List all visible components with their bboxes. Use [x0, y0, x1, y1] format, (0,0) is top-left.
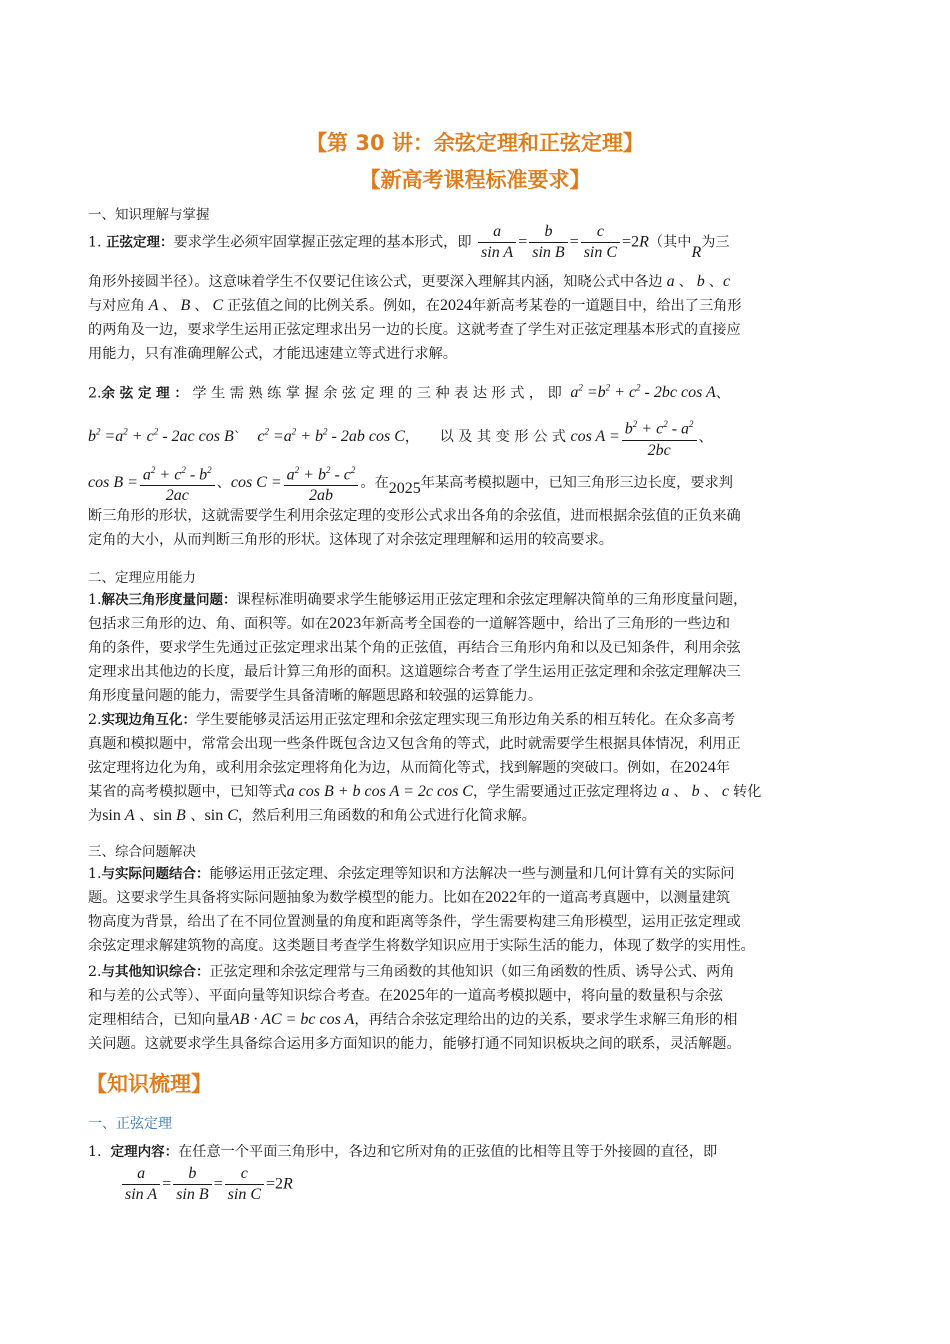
- item-text: ，然后利用三角函数的和角公式进行化简求解。: [237, 808, 536, 824]
- item-label: 实现边角互化：: [101, 712, 197, 728]
- item-text: 物高度为背景，给出了在不同位置测量的角度和距离等条件，学生需要构建三角形模型，运用正弦定理或: [88, 914, 741, 930]
- item-label: 与实际问题结合：: [101, 866, 210, 882]
- item-text: 学生要能够灵活运用正弦定理和余弦定理实现三角形边角关系的相互转化。在众多高考: [196, 712, 736, 728]
- radius-symbol: R: [691, 243, 702, 261]
- item-text: 转化: [732, 784, 762, 800]
- item-text: 年某高考模拟题中，已知三角形三边长度，要求判: [420, 474, 733, 491]
- year: 2025: [393, 987, 426, 1004]
- item-label: 余 弦 定 理 ：: [101, 385, 188, 402]
- item-text: 的两角及一边，要求学生运用正弦定理求出另一边的长度。这就考查了学生对正弦定理基本形式的直接应: [88, 322, 741, 338]
- year: 2024: [683, 759, 716, 776]
- paragraph-side-angle: 2.实现边角互化：学生要能够灵活运用正弦定理和余弦定理实现三角形边角关系的相互转化。在众多高考 真题和模拟题中，常常会出现一些条件既包含边又包含角的等式，此时就需要学生根据具体情况，利用正 弦定理将边化为角，或利用余弦定理将角化为边，从而简化等式，找到解题的突破口。例如，在2024年 某省的高考模拟题中，已知等式a cos B + b cos A = 2c cos C，学生需要通过正弦定理将边 a 、 b 、 c 转化 为sin A 、sin B 、sin C，然后利用三角函数的和角公式进行化简求解。: [88, 708, 862, 828]
- item-text: 角的条件，要求学生先通过正弦定理求出某个角的正弦值，再结合三角形内角和以及已知条件，利用余弦: [88, 640, 741, 656]
- item-number: 2.: [88, 964, 102, 980]
- item-text: 和与差的公式等）、平面向量等知识综合考查。在: [88, 988, 394, 1004]
- item-text: 在任意一个平面三角形中，各边和它所对角的正弦值的比相等且等于外接圆的直径，即: [178, 1144, 718, 1160]
- item-label: 正弦定理：: [106, 234, 174, 251]
- item-text: 定角的大小，从而判断三角形的形状。这体现了对余弦定理理解和运用的较高要求。: [88, 532, 613, 548]
- item-text: 正弦定理和余弦定理常与三角函数的其他知识（如三角函数的性质、诱导公式、两角: [209, 964, 735, 980]
- item-text: 角形度量问题的能力，需要学生具备清晰的解题思路和较强的运算能力。: [88, 688, 543, 704]
- item-text: 关问题。这就要求学生具备综合运用多方面知识的能力，能够打通不同知识板块之间的联系，灵活解题。: [88, 1036, 741, 1052]
- section-heading-2: 二、定理应用能力: [88, 570, 196, 586]
- item-label: 解决三角形度量问题：: [101, 592, 237, 608]
- item-text: 年新高考全国卷的一道解答题中，给出了三角形的一些边和: [361, 616, 731, 632]
- item-text: （其中: [648, 234, 692, 251]
- section-heading-1: 一、知识理解与掌握: [88, 207, 210, 223]
- year: 2024: [439, 297, 472, 314]
- cosine-formula-b: $b^2 =a^2 + c^2 - 2ac$ cos B: [88, 427, 234, 446]
- item-text: 年新高考某卷的一道题目中，给出了三角形: [471, 298, 742, 314]
- item-text: ，学生需要通过正弦定理将边: [472, 784, 658, 800]
- item-text: 要求学生必须牢固掌握正弦定理的基本形式，即: [173, 234, 472, 251]
- item-text: 包括求三角形的边、角、面积等。如在: [88, 616, 330, 632]
- item-text: 用能力，只有准确理解公式，才能迅速建立等式进行求解。: [88, 346, 457, 362]
- item-label: 与其他知识综合：: [101, 964, 210, 980]
- item-text: 余弦定理求解建筑物的高度。这类题目考查学生将数学知识应用于实际生活的能力，体现了数学的实用性。: [88, 938, 755, 954]
- formula-fraction: $\frac{c}{\text{sin C}}$: [581, 222, 620, 263]
- formula-fraction: $\frac{b}{\text{sin B}}$: [529, 222, 567, 263]
- item-text: 年的一道高考真题中，以测量建筑: [517, 890, 731, 906]
- theorem-definition: [88, 1140, 862, 1164]
- item-text: 课程标准明确要求学生能够运用正弦定理和余弦定理解决简单的三角形度量问题，: [236, 592, 748, 608]
- knowledge-heading: 【知识梳理】: [86, 1072, 212, 1096]
- item-label: 定理内容：: [110, 1144, 179, 1160]
- vector-equation: AB · AC = bc cos A: [229, 1011, 355, 1028]
- cosine-variant-B: cos B = $\frac{a^2 + c^2 - b^2}{2ac}$: [88, 474, 217, 491]
- item-text: 某省的高考模拟题中，已知等式: [88, 784, 287, 800]
- item-text: 能够运用正弦定理、余弦定理等知识和方法解决一些与测量和几何计算有关的实际问: [209, 866, 735, 882]
- item-text: 题。这要求学生具备将实际问题抽象为数学模型的能力。比如在: [88, 890, 486, 906]
- item-text: ，再结合余弦定理给出的边的关系，要求学生求解三角形的相: [354, 1012, 738, 1028]
- item-text: 为: [88, 808, 103, 824]
- item-text: 以 及 其 变 形 公 式: [439, 429, 566, 446]
- item-number: 1.: [88, 234, 102, 251]
- item-text: 定理求出其他边的长度，最后计算三角形的面积。这道题综合考查了学生运用正弦定理和余弦定理解决三: [88, 664, 741, 680]
- item-text: 年: [715, 760, 731, 776]
- paragraph-real-world: [88, 862, 862, 958]
- item-text: 真题和模拟题中，常常会出现一些条件既包含边又包含角的等式，此时就需要学生根据具体情况，利用正: [88, 736, 741, 752]
- item-number: 1.: [88, 1144, 102, 1160]
- paragraph-sine-law: 1. 正弦定理：要求学生必须牢固掌握正弦定理的基本形式，即 $\frac{a}{\text{sin A}}$ = $\frac{b}{\text{sin B}}$ = $\frac{c}{\text{sin C}}$ =2R（其中R为三 角形外接圆半径）。这意味着学生不仅要记住该公式，更要深入理解其内涵，知晓公式中各边 a 、 b 、c 与对应角 A 、 B 、 C 正弦值之间的比例关系。例如，在2024年新高考某卷的一道题目中，给出了三角形 的两角及一边，要求学生运用正弦定理求出另一边的长度。这就考查了学生对正弦定理基本形式的直接应 用能力，只有准确理解公式，才能迅速建立等式进行求解。: [88, 222, 862, 366]
- sine-law-formula: $\frac{a}{\text{sin A}}$ = $\frac{b}{\text{sin B}}$ = $\frac{c}{\text{sin C}}$ =2R: [120, 1164, 293, 1205]
- paragraph-measurement: [88, 588, 862, 708]
- item-text: 与对应角: [88, 298, 145, 314]
- year: 2022: [485, 889, 518, 906]
- standards-heading: 【新高考课程标准要求】: [359, 168, 591, 192]
- cosine-variant-C: cos C = $\frac{a^2 + b^2 - c^2}{2ab}$: [231, 474, 361, 491]
- section-heading-3: 三、综合问题解决: [88, 844, 196, 860]
- paragraph-integration: [88, 960, 862, 1056]
- lecture-title: 【第 30 讲：余弦定理和正弦定理】: [306, 131, 644, 155]
- item-number: 2.: [88, 385, 102, 402]
- item-text: 学 生 需 熟 练 掌 握 余 弦 定 理 的 三 种 表 达 形 式 ， 即: [192, 385, 562, 402]
- item-text: 弦定理将边化为角，或利用余弦定理将角化为边，从而简化等式，找到解题的突破口。例如，在: [88, 760, 684, 776]
- year: 2023: [329, 615, 362, 632]
- item-text: 角形外接圆半径）。这意味着学生不仅要记住该公式，更要深入理解其内涵，知晓公式中各边: [88, 274, 663, 290]
- paragraph-cosine-law: 2.余 弦 定 理 ： 学 生 需 熟 练 掌 握 余 弦 定 理 的 三 种 表 达 形 式 ， 即 $a^2 =b^2 + c^2 - 2bc$ cos A、 $b^2 =a^2 + c^2 - 2ac$ cos B` $c^2 =a^2 + b^2 - 2ab$ cos C， 以 及 其 变 形 公 式 cos A = $\frac{b^2 + c^2 - a^2}{2bc}$ 、 cos B = $\frac{a^2 + c^2 - b^2}{2ac}$ 、cos C = $\frac{a^2 + b^2 - c^2}{2ab}$ 。在2025年某高考模拟题中，已知三角形三边长度，要求判 断三角形的形状，这就需要学生利用余弦定理的变形公式求出各角的余弦值，进而根据余弦值的正负来确 定角的大小，从而判断三角形的形状。这体现了对余弦定理理解和运用的较高要求。: [88, 376, 862, 552]
- item-text: 为三: [701, 234, 730, 251]
- item-number: 1.: [88, 592, 102, 608]
- sine-section-heading: 一、正弦定理: [88, 1116, 172, 1132]
- formula-fraction: $\frac{a}{\text{sin A}}$: [478, 222, 516, 263]
- cosine-variant-A: cos A = $\frac{b^2 + c^2 - a^2}{2bc}$: [570, 428, 698, 445]
- item-number: 2.: [88, 712, 102, 728]
- item-text: 年的一道高考模拟题中，将向量的数量积与余弦: [425, 988, 723, 1004]
- cosine-formula-c: $c^2 =a^2 + b^2 - 2ab$ cos C: [257, 427, 405, 446]
- item-text: 定理相结合，已知向量: [88, 1012, 230, 1028]
- item-text: 。在: [360, 474, 389, 491]
- item-number: 1.: [88, 866, 102, 882]
- item-text: 断三角形的形状，这就需要学生利用余弦定理的变形公式求出各角的余弦值，进而根据余弦值的正负来确: [88, 508, 741, 524]
- equation: a cos B + b cos A = 2c cos C: [286, 783, 473, 800]
- cosine-formula-a: $a^2 =b^2 + c^2 - 2bc$ cos A: [566, 383, 716, 402]
- year: 2025: [388, 479, 421, 497]
- item-text: 正弦值之间的比例关系。例如，在: [227, 298, 440, 314]
